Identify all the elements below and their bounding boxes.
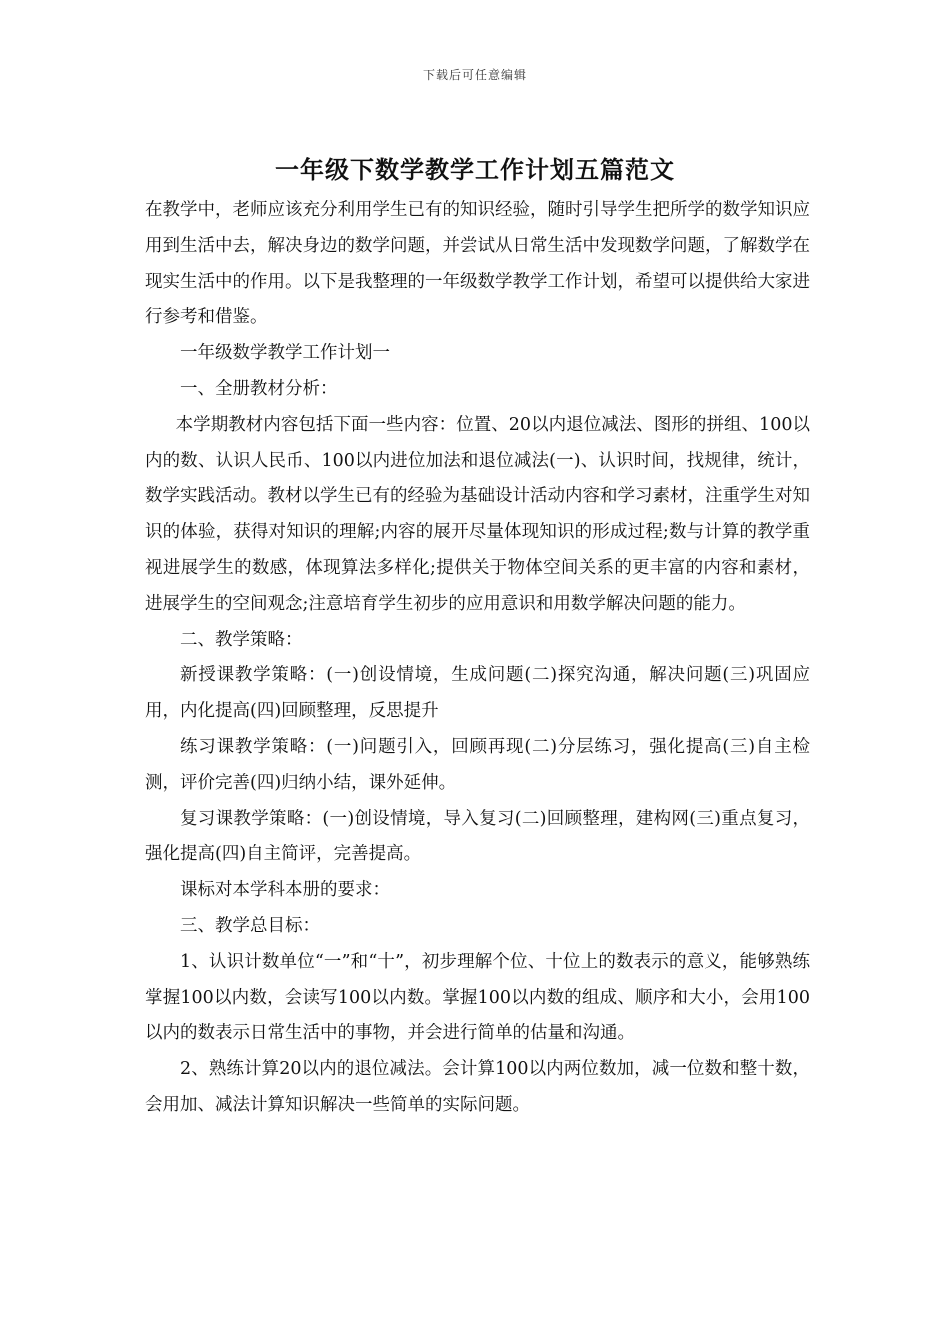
paragraph-new-lesson-strategy: 新授课教学策略：(一)创设情境，生成问题(二)探究沟通，解决问题(三)巩固应用，内化提高(四)回顾整理，反思提升 <box>145 665 810 722</box>
paragraph-review-lesson-strategy: 复习课教学策略：(一)创设情境，导入复习(二)回顾整理，建构网(三)重点复习，强化提高(四)自主简评，完善提高。 <box>145 808 810 865</box>
section-heading-textbook-analysis: 一、全册教材分析： <box>180 378 338 399</box>
paragraph-goal-one: 1、认识计数单位“一”和“十”，初步理解个位、十位上的数表示的意义，能够熟练掌握100以内数，会读写100以内数。掌握100以内数的组成、顺序和大小，会用100以内的数表示日常生活中的事物，并会进行简单的估量和沟通。 <box>145 951 810 1044</box>
paragraph-curriculum-requirements: 课标对本学科本册的要求： <box>180 880 390 901</box>
document-title: 一年级下数学教学工作计划五篇范文 <box>275 155 675 184</box>
paragraph-goal-two: 2、熟练计算20以内的退位减法。会计算100以内两位数加，减一位数和整十数，会用加、减法计算知识解决一些简单的实际问题。 <box>145 1059 810 1115</box>
document-body <box>145 193 810 1124</box>
intro-paragraph: 在教学中，老师应该充分利用学生已有的知识经验，随时引导学生把所学的数学知识应用到生活中去，解决身边的数学问题，并尝试从日常生活中发现数学问题，了解数学在现实生活中的作用。以下是我整理的一年级数学教学工作计划，希望可以提供给大家进行参考和借鉴。 <box>145 200 810 328</box>
header-note: 下载后可任意编辑 <box>422 68 527 82</box>
section-heading-teaching-strategy: 二、教学策略： <box>180 629 303 650</box>
section-heading-teaching-goals: 三、教学总目标： <box>180 915 320 936</box>
paragraph-practice-lesson-strategy: 练习课教学策略：(一)问题引入，回顾再现(二)分层练习，强化提高(三)自主检测，评价完善(四)归纳小结，课外延伸。 <box>145 736 810 793</box>
section-heading-plan-one: 一年级数学教学工作计划一 <box>180 343 390 364</box>
paragraph-textbook-content: 本学期教材内容包括下面一些内容：位置、20以内退位减法、图形的拼组、100以内的数、认识人民币、100以内进位加法和退位减法(一)、认识时间，找规律，统计，数学实践活动。教材以学生已有的经验为基础设计活动内容和学习素材，注重学生对知识的体验，获得对知识的理解;内容的展开尽量体现知识的形成过程;数与计算的教学重视进展学生的数感，体现算法多样化;提供关于物体空间关系的更丰富的内容和素材，进展学生的空间观念;注意培育学生初步的应用意识和用数学解决问题的能力。 <box>145 414 810 614</box>
